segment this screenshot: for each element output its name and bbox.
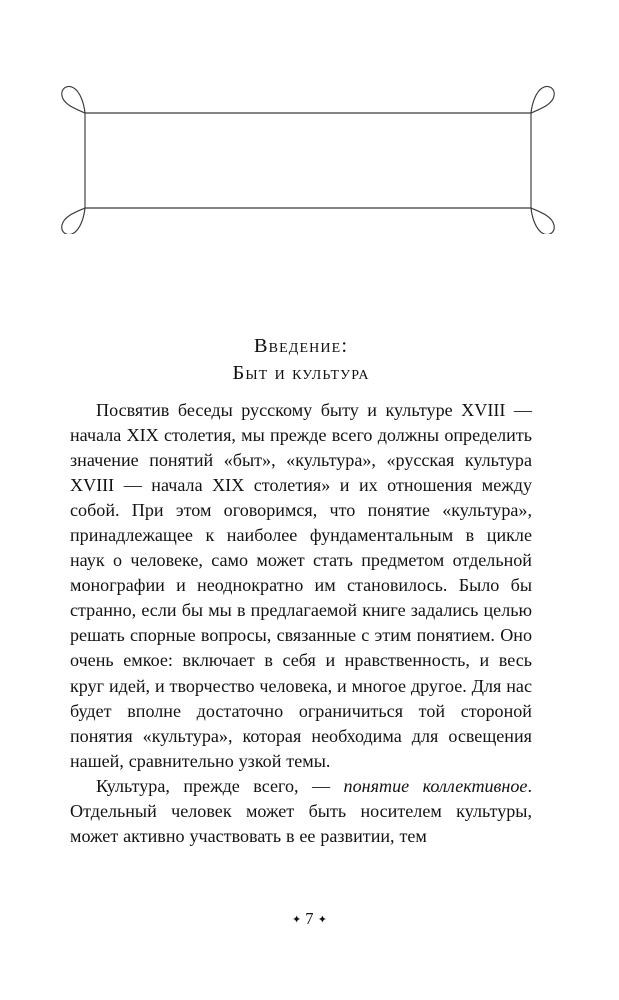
chapter-heading — [70, 333, 532, 387]
diamond-ornament-right-icon: ✦ — [317, 914, 328, 926]
paragraph — [70, 398, 532, 774]
chapter-heading-line-2: Быт и культура — [232, 362, 370, 384]
corner-loop-bottom-right — [531, 208, 554, 234]
folio — [0, 908, 619, 931]
frame-rectangle — [85, 113, 531, 208]
text-run-italic: понятие коллективное — [343, 775, 528, 796]
corner-loop-bottom-left — [62, 208, 85, 234]
text-run: Культура, прежде всего, — — [96, 775, 344, 796]
chapter-heading-line-1: Введение: — [253, 335, 349, 357]
corner-loop-top-right — [531, 86, 554, 113]
decorative-rule-frame — [58, 82, 558, 234]
body-text — [70, 398, 532, 849]
diamond-ornament-left-icon: ✦ — [291, 914, 302, 926]
text-run: . Отдельный человек может быть носителем культуры, может активно участвовать в ее развитии, тем — [70, 775, 532, 846]
page-number: 7 — [305, 909, 314, 928]
corner-loop-top-left — [62, 86, 85, 113]
text-run: Посвятив беседы русскому быту и культуре XVIII — начала XIX столетия, мы прежде всего должны определить значение понятий «быт», «культура», «русская культура XVIII — начала XIX столетия» и их отношения между собой. При этом оговоримся, что понятие «культура», принадлежащее к наиболее фундаментальным в цикле наук о человеке, само может стать предметом отдельной монографии и неоднократно им становилось. Было бы странно, если бы мы в предлагаемой книге задались целью решать спорные вопросы, связанные с этим понятием. Оно очень емкое: включает в себя и нравственность, и весь круг идей, и творчество человека, и многое другое. Для нас будет вполне достаточно ограничиться той стороной понятия «культура», которая необходима для освещения нашей, сравнительно узкой темы. — [70, 400, 532, 771]
paragraph — [70, 774, 532, 849]
